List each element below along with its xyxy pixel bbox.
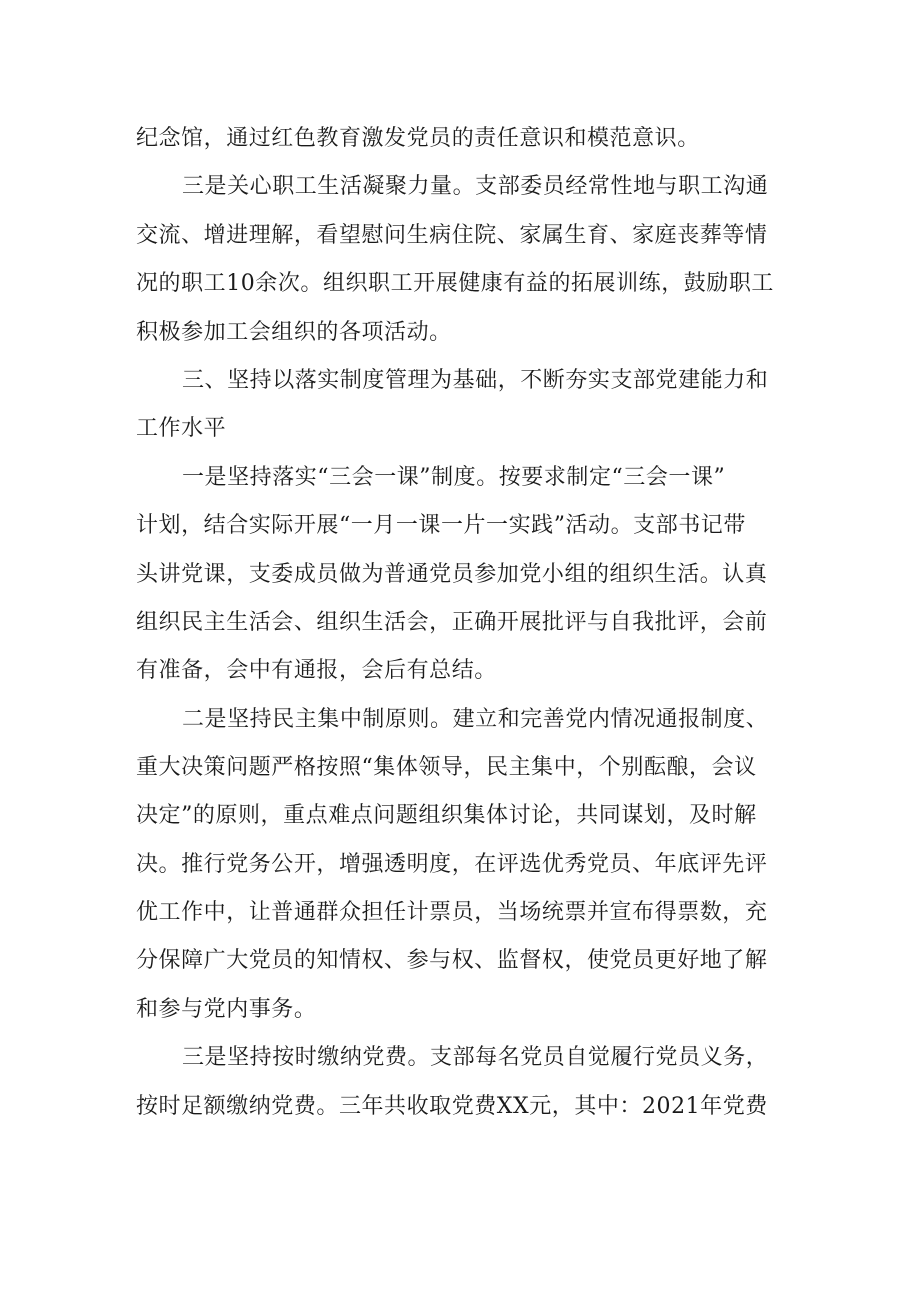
text-line-7: 工作水平 bbox=[136, 416, 227, 441]
text-line-6: 三、坚持以落实制度管理为基础，不断夯实支部党建能力和 bbox=[182, 368, 769, 393]
text-line-2: 三是关心职工生活凝聚力量。支部委员经常性地与职工沟通 bbox=[182, 174, 769, 199]
text-line-5: 积极参加工会组织的各项活动。 bbox=[136, 320, 452, 345]
text-line-13: 二是坚持民主集中制原则。建立和完善党内情况通报制度、 bbox=[182, 707, 769, 732]
text-line-4: 况的职工10余次。组织职工开展健康有益的拓展训练，鼓励职工 bbox=[136, 271, 774, 296]
text-line-20: 三是坚持按时缴纳党费。支部每名党员自觉履行党员义务， bbox=[182, 1045, 769, 1070]
text-line-16: 决。推行党务公开，增强透明度，在评选优秀党员、年底评先评 bbox=[136, 852, 768, 877]
text-line-11: 组织民主生活会、组织生活会，正确开展批评与自我批评，会前 bbox=[136, 610, 768, 635]
text-line-1: 纪念馆，通过红色教育激发党员的责任意识和模范意识。 bbox=[136, 126, 700, 151]
text-line-14: 重大决策问题严格按照“集体领导，民主集中，个别酝酿，会议 bbox=[136, 755, 757, 780]
text-line-19: 和参与党内事务。 bbox=[136, 997, 317, 1022]
text-line-3: 交流、增进理解，看望慰问生病住院、家属生育、家庭丧葬等情 bbox=[136, 223, 768, 248]
text-line-12: 有准备，会中有通报，会后有总结。 bbox=[136, 658, 497, 683]
text-line-8: 一是坚持落实“三会一课”制度。按要求制定“三会一课” bbox=[182, 465, 726, 490]
text-line-18: 分保障广大党员的知情权、参与权、监督权，使党员更好地了解 bbox=[136, 948, 768, 973]
text-line-9: 计划，结合实际开展“一月一课一片一实践”活动。支部书记带 bbox=[136, 513, 746, 538]
text-line-10: 头讲党课，支委成员做为普通党员参加党小组的组织生活。认真 bbox=[136, 562, 768, 587]
text-line-17: 优工作中，让普通群众担任计票员，当场统票并宣布得票数，充 bbox=[136, 900, 768, 925]
text-line-21: 按时足额缴纳党费。三年共收取党费XX元，其中：2021年党费 bbox=[136, 1094, 768, 1119]
text-line-15: 决定”的原则，重点难点问题组织集体讨论，共同谋划，及时解 bbox=[136, 803, 757, 828]
